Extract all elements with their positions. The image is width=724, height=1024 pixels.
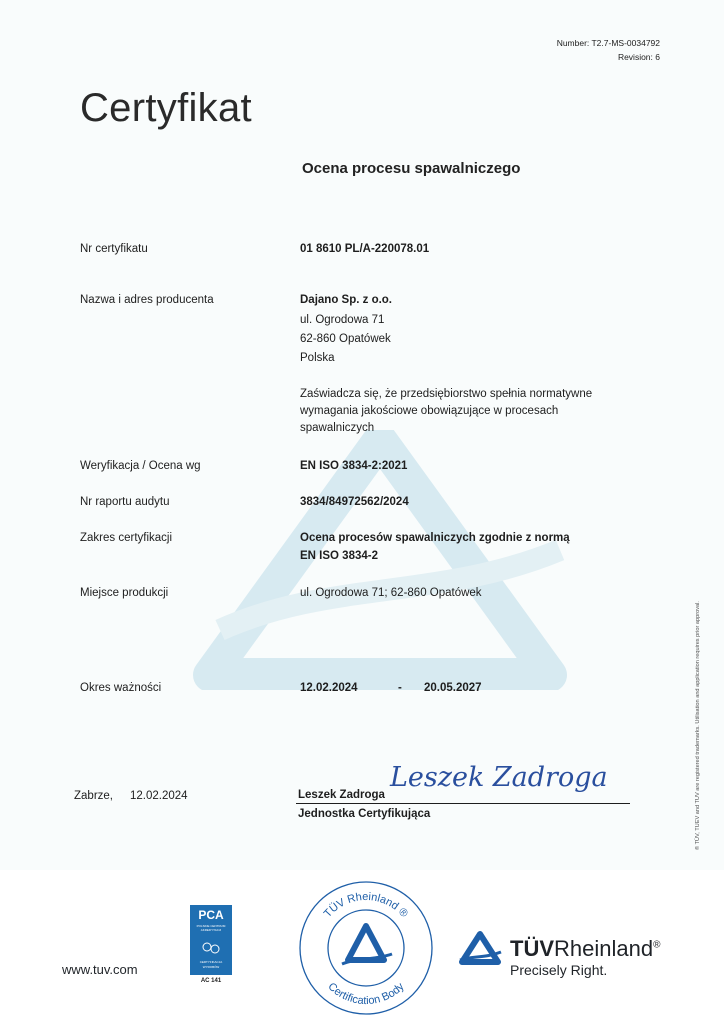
handwritten-signature-text: Leszek Zadroga — [390, 762, 608, 793]
brand-mark: ® — [653, 939, 661, 951]
tuv-tagline: Precisely Right. — [510, 962, 608, 978]
production-site-value: ul. Ogrodowa 71; 62-860 Opatówek — [300, 587, 482, 599]
scope-line-2: EN ISO 3834-2 — [300, 550, 378, 562]
pca-number: AC 141 — [200, 978, 222, 984]
scope-line-1: Ocena procesów spawalniczych zgodnie z normą — [300, 532, 570, 544]
signature-line — [296, 803, 630, 804]
statement-line-1: Zaświadcza się, że przedsiębiorstwo spełnia normatywne — [300, 388, 593, 400]
producer-street: ul. Ogrodowa 71 — [300, 314, 385, 326]
verification-label: Weryfikacja / Ocena wg — [80, 460, 201, 472]
production-site-label: Miejsce produkcji — [80, 587, 169, 599]
seal-bottom-text: Certification Body — [325, 980, 407, 1008]
cert-no-value: 01 8610 PL/A-220078.01 — [300, 243, 430, 255]
certificate-number: Number: T2.7-MS-0034792 — [556, 38, 660, 48]
statement-line-3: spawalniczych — [300, 422, 375, 434]
pca-accreditation-logo — [190, 905, 232, 975]
seal-top-text: TÜV Rheinland ® — [321, 890, 411, 920]
website-link[interactable]: www.tuv.com — [62, 962, 138, 977]
svg-text:Certification Body — [325, 980, 407, 1007]
handwritten-signature — [386, 752, 638, 798]
certification-seal-icon — [296, 878, 436, 1018]
producer-country: Polska — [300, 352, 335, 364]
tuv-brand-name — [510, 936, 660, 962]
audit-report-label: Nr raportu audytu — [80, 496, 170, 508]
producer-city: 62-860 Opatówek — [300, 333, 391, 345]
scope-label: Zakres certyfikacji — [80, 532, 173, 544]
validity-separator: - — [398, 682, 402, 694]
audit-report-value: 3834/84972562/2024 — [300, 496, 409, 508]
brand-bold: TÜV — [510, 936, 554, 961]
cert-no-label: Nr certyfikatu — [80, 243, 148, 255]
page-subtitle: Ocena procesu spawalniczego — [302, 160, 521, 177]
statement-line-2: wymagania jakościowe obowiązujące w procesach — [300, 405, 559, 417]
signature-place: Zabrze, — [74, 790, 113, 802]
pca-small-3: CERTYFIKACJA — [199, 960, 223, 964]
signature-date: 12.02.2024 — [130, 790, 188, 802]
side-note-text: ® TÜV, TUEV and TUV are registered trademarks. Utilisation and application requires prior approval. — [695, 601, 701, 850]
validity-label: Okres ważności — [80, 682, 162, 694]
producer-name: Dajano Sp. z o.o. — [300, 294, 393, 306]
revision: Revision: 6 — [617, 52, 660, 62]
pca-logo-text: PCA — [198, 908, 224, 922]
signer-name: Leszek Zadroga — [298, 789, 385, 801]
page-title: Certyfikat — [80, 86, 252, 130]
validity-to: 20.05.2027 — [424, 682, 482, 694]
pca-small-2: AKREDYTACJI — [200, 928, 222, 932]
svg-text:TÜV Rheinland ® — [322, 891, 410, 920]
certification-body: Jednostka Certyfikująca — [298, 808, 431, 820]
producer-label: Nazwa i adres producenta — [80, 294, 214, 306]
pca-small-1: POLSKIE CENTRUM — [196, 924, 226, 928]
verification-value: EN ISO 3834-2:2021 — [300, 460, 408, 472]
brand-rest: Rheinland — [554, 936, 654, 961]
validity-from: 12.02.2024 — [300, 682, 358, 694]
trademark-side-note — [692, 520, 702, 850]
pca-small-4: WYROBÓW — [202, 965, 220, 969]
tuv-triangle-icon — [458, 930, 502, 968]
